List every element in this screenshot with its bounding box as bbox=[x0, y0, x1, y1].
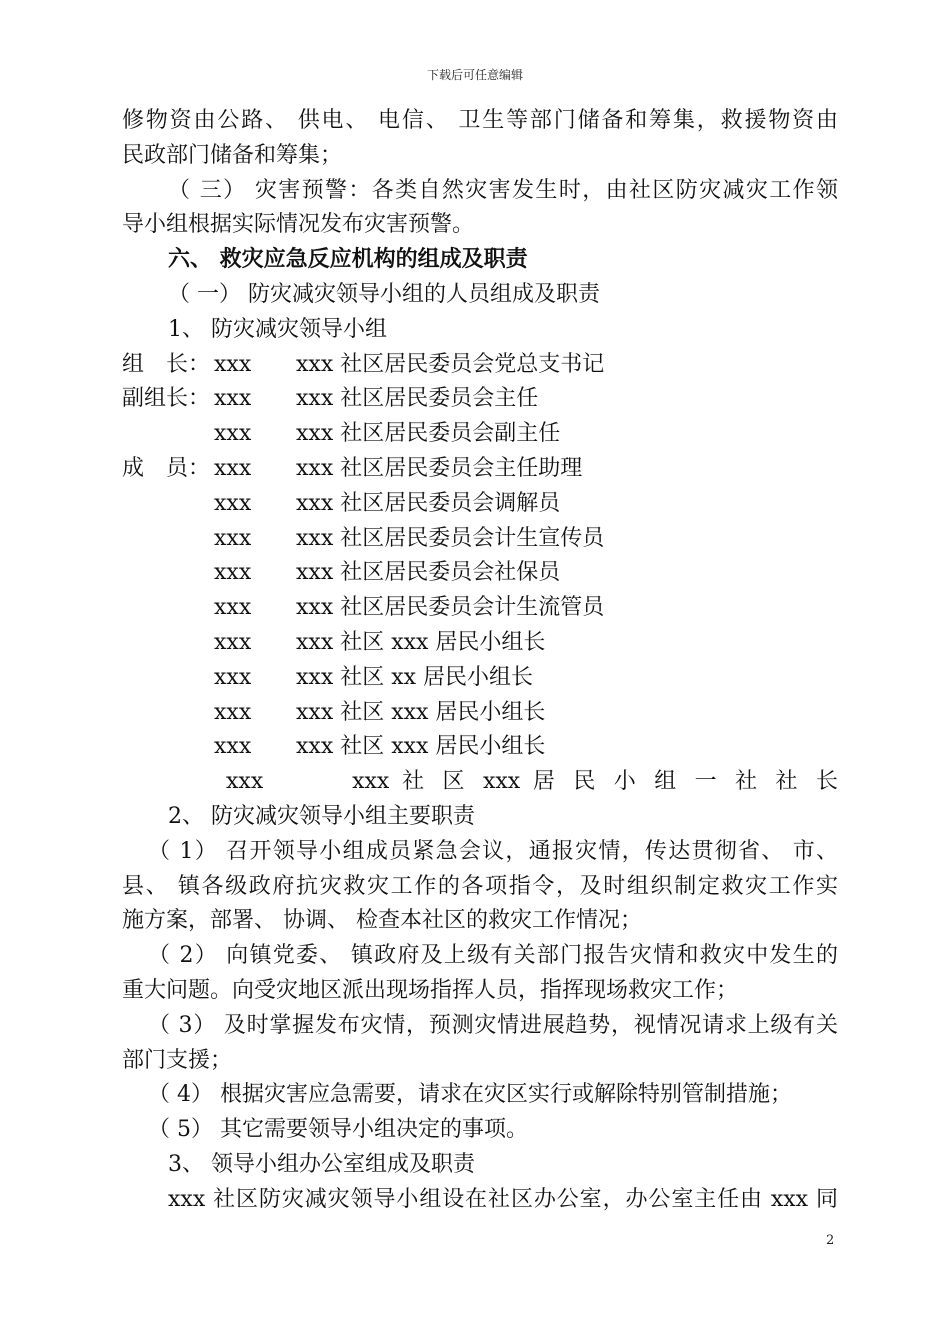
member-title: xxx 社区居民委员会副主任 bbox=[296, 421, 561, 447]
member-name: xxx bbox=[214, 629, 252, 655]
document-body bbox=[122, 104, 838, 1218]
member-row bbox=[122, 661, 838, 696]
text-line: （ 3） 及时掌握发布灾情，预测灾情进展趋势，视情况请求上级有关 bbox=[148, 1012, 838, 1038]
member-name: xxx bbox=[214, 455, 252, 481]
text-line: 民政部门储备和筹集； bbox=[122, 142, 343, 168]
paragraph-block-bottom bbox=[122, 800, 838, 1218]
member-name: xxx bbox=[214, 595, 252, 621]
member-title: xxx 社区居民委员会主任 bbox=[296, 386, 539, 412]
member-name: xxx bbox=[214, 351, 252, 377]
member-title: xxx 社区居民委员会计生流管员 bbox=[296, 595, 605, 621]
member-title: xxx 社区 xx 居民小组长 bbox=[296, 664, 534, 690]
paragraph-block-top bbox=[122, 104, 838, 348]
member-row bbox=[122, 382, 838, 417]
text-line: （ 5） 其它需要领导小组决定的事项。 bbox=[148, 1117, 528, 1143]
text-line: 施方案，部署、 协调、 检查本社区的救灾工作情况； bbox=[122, 908, 642, 934]
member-row bbox=[122, 348, 838, 383]
text-line: （ 一） 防灾减灾领导小组的人员组成及职责 bbox=[168, 281, 600, 307]
member-title: xxx 社区居民委员会党总支书记 bbox=[296, 351, 605, 377]
text-line: 2、 防灾减灾领导小组主要职责 bbox=[168, 803, 475, 829]
text-line: 重大问题。向受灾地区派出现场指挥人员，指挥现场救灾工作； bbox=[122, 977, 739, 1003]
member-title: xxx 社区 xxx 居民小组长 bbox=[296, 734, 546, 760]
member-row bbox=[122, 591, 838, 626]
text-line: （ 1） 召开领导小组成员紧急会议，通报灾情，传达贯彻省、 市、 bbox=[148, 838, 838, 864]
member-title: xxx 社区居民委员会主任助理 bbox=[296, 455, 583, 481]
text-line: 1、 防灾减灾领导小组 bbox=[168, 316, 387, 342]
member-row bbox=[122, 522, 838, 557]
member-name: xxx bbox=[214, 699, 252, 725]
member-row bbox=[122, 487, 838, 522]
member-row bbox=[122, 452, 838, 487]
text-line: （ 4） 根据灾害应急需要，请求在灾区实行或解除特别管制措施； bbox=[148, 1082, 792, 1108]
member-title: xxx 社区居民委员会社保员 bbox=[296, 560, 561, 586]
member-row-spaced: xxx xxx 社 区 xxx 居 民 小 组 一 社 社 长 bbox=[226, 769, 838, 795]
text-line: 3、 领导小组办公室组成及职责 bbox=[168, 1151, 475, 1177]
text-line: xxx 社区防灾减灾领导小组设在社区办公室，办公室主任由 xxx 同 bbox=[168, 1186, 838, 1212]
member-role: 副组长： bbox=[122, 386, 211, 412]
member-title: xxx 社区 xxx 居民小组长 bbox=[296, 629, 546, 655]
member-name: xxx bbox=[214, 525, 252, 551]
member-role: 成 员： bbox=[122, 455, 211, 481]
member-row bbox=[122, 417, 838, 452]
member-title: xxx 社区 xxx 居民小组长 bbox=[296, 699, 546, 725]
page-number: 2 bbox=[826, 1233, 835, 1248]
member-name: xxx bbox=[214, 560, 252, 586]
text-line: 县、 镇各级政府抗灾救灾工作的各项指令，及时组织制定救灾工作实 bbox=[122, 873, 838, 899]
text-line: 六、 救灾应急反应机构的组成及职责 bbox=[168, 247, 528, 273]
member-name: xxx bbox=[214, 421, 252, 447]
member-row bbox=[122, 696, 838, 731]
member-name: xxx bbox=[214, 386, 252, 412]
member-list bbox=[122, 348, 838, 766]
member-title: xxx 社区居民委员会调解员 bbox=[296, 490, 561, 516]
member-row bbox=[122, 626, 838, 661]
member-title: xxx 社区居民委员会计生宣传员 bbox=[296, 525, 605, 551]
text-line: （ 2） 向镇党委、 镇政府及上级有关部门报告灾情和救灾中发生的 bbox=[148, 943, 838, 969]
text-line: 部门支援； bbox=[122, 1047, 233, 1073]
text-line: （ 三） 灾害预警：各类自然灾害发生时，由社区防灾减灾工作领 bbox=[168, 177, 838, 203]
member-name: xxx bbox=[214, 664, 252, 690]
text-line: 导小组根据实际情况发布灾害预警。 bbox=[122, 212, 475, 238]
member-role: 组 长： bbox=[122, 351, 211, 377]
text-line: 修物资由公路、 供电、 电信、 卫生等部门储备和筹集，救援物资由 bbox=[122, 108, 838, 133]
member-row bbox=[122, 730, 838, 765]
member-name: xxx bbox=[214, 734, 252, 760]
member-name: xxx bbox=[214, 490, 252, 516]
member-row bbox=[122, 556, 838, 591]
page-header: 下载后可任意编辑 bbox=[426, 68, 523, 82]
